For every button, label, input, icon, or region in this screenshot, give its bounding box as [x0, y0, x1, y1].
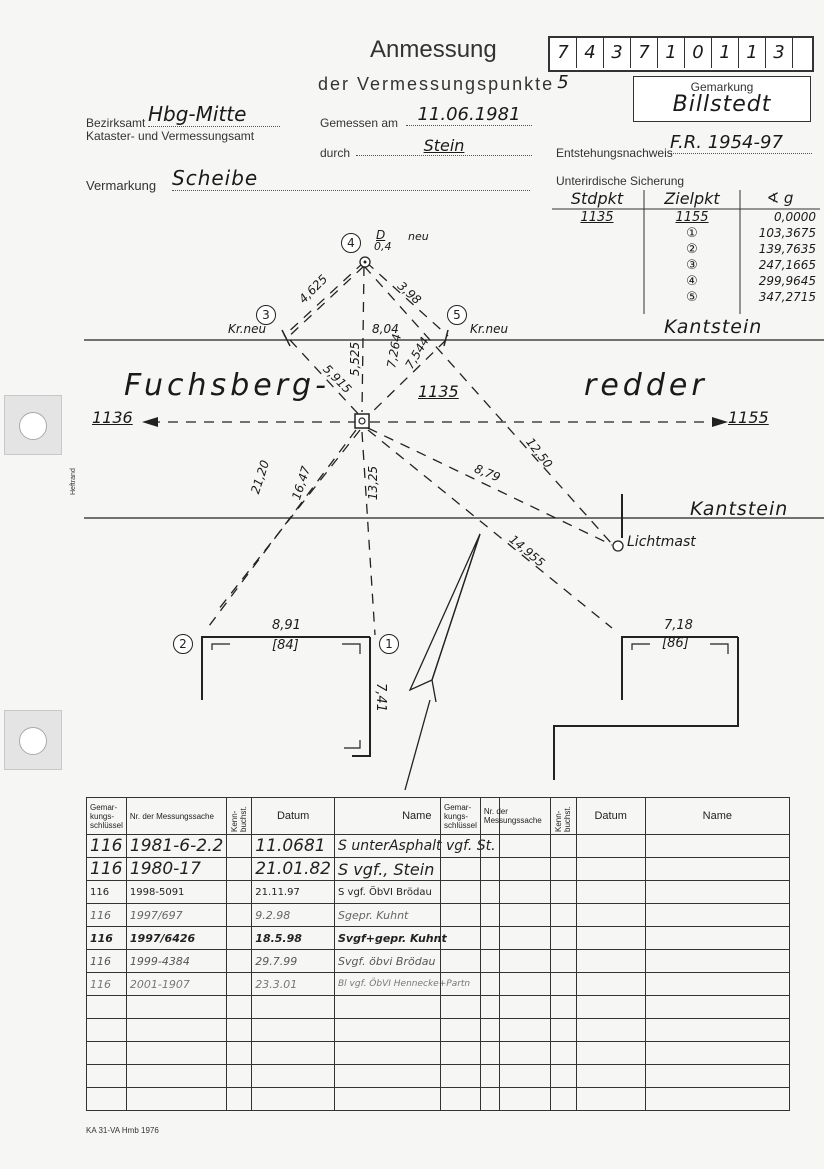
distance-label: 7,18 — [664, 618, 693, 633]
zielpkt-row: ① — [686, 226, 698, 241]
distance-label: [86] — [662, 636, 689, 651]
header-datum: Datum — [252, 798, 335, 835]
bezirksamt-label: Bezirksamt — [86, 116, 146, 130]
table-row-empty — [87, 1042, 500, 1065]
table-row: 116 1999-4384 29.7.99 Svgf. öbvi Brödau — [87, 950, 500, 973]
table-row-empty — [441, 996, 790, 1019]
table-row: 116 1981-6-2.2 11.0681 S unterAsphalt vgf. St. — [87, 835, 500, 858]
header-kenn: Kenn-buchst. — [227, 798, 252, 835]
point-5-marker: 5 — [447, 305, 467, 325]
lichtmast-label: Lichtmast — [627, 534, 696, 550]
col-angle: ∢ g — [766, 189, 794, 207]
distance-label: [84] — [272, 638, 299, 653]
kataster-label: Kataster- und Vermessungsamt — [86, 129, 255, 143]
durch-value: Stein — [356, 136, 532, 156]
distance-label: 7,41 — [372, 683, 388, 712]
form-footer: KA 31-VA Hmb 1976 — [86, 1126, 159, 1135]
table-row: 116 1997/6426 18.5.98 Svgf+gepr. Kuhnt — [87, 927, 500, 950]
zielpkt-row: ② — [686, 242, 698, 257]
table-row-empty — [441, 1019, 790, 1042]
distance-label: 12,50 — [523, 435, 556, 471]
kr-neu-left: Kr.neu — [228, 322, 267, 336]
kantstein-top: Kantstein — [664, 316, 763, 338]
gemessen-label: Gemessen am — [320, 116, 399, 130]
vermarkung-value: Scheibe — [172, 166, 530, 191]
point-2-marker: 2 — [173, 634, 193, 654]
sicherung-label: Unterirdische Sicherung — [556, 174, 685, 188]
zielpkt-row: ③ — [686, 258, 698, 273]
table-row: 116 1997/697 9.2.98 Sgepr. Kuhnt — [87, 904, 500, 927]
distance-label: 5,915 — [320, 361, 355, 397]
table-row-empty — [87, 1019, 500, 1042]
zielpkt-row: ⑤ — [686, 290, 698, 305]
gemarkung-label: Gemarkung — [690, 80, 754, 94]
kr-neu-right: Kr.neu — [470, 322, 509, 336]
street-name-left: Fuchsberg- — [124, 368, 330, 403]
distance-label: 3,98 — [394, 278, 424, 308]
point-4-label: D — [376, 228, 386, 242]
kantstein-bottom: Kantstein — [690, 498, 789, 520]
header-gemarkung: Gemar-kungs-schlüssel — [441, 798, 481, 835]
table-row-empty — [441, 1088, 790, 1111]
stdpkt-value: 1135 — [580, 210, 614, 225]
header-nr: Nr. der Messungssache — [126, 798, 226, 835]
distance-label: 7,264 — [384, 332, 405, 370]
table-row-empty — [87, 1065, 500, 1088]
table-row: 116 2001-1907 23.3.01 Bl vgf. ÖbVI Hennecke+Partn — [87, 973, 500, 996]
bezirksamt-value: Hbg-Mitte — [148, 102, 280, 127]
table-row: 116 1980-17 21.01.82 S vgf., Stein — [87, 858, 500, 881]
table-header — [441, 798, 790, 835]
distance-label: 21,20 — [248, 458, 273, 496]
point-4-neu: neu — [408, 230, 429, 243]
header-name: Name — [335, 798, 500, 835]
vermarkung-label: Vermarkung — [86, 178, 157, 193]
log-table-right — [440, 797, 790, 1111]
point-1-marker: 1 — [379, 634, 399, 654]
distance-label: 8,91 — [272, 618, 301, 633]
angle-row: 139,7635 — [758, 242, 816, 256]
distance-label: 7,544 — [402, 334, 432, 372]
point-4-sub: 0,4 — [374, 240, 392, 253]
angle-row: 247,1665 — [758, 258, 816, 272]
document-number: 7 4 3 7 1 0 1 1 35 — [548, 36, 814, 72]
header-nr: Nr. der Messungssache — [480, 798, 550, 835]
entstehung-label: Entstehungsnachweis — [556, 146, 673, 160]
header-gemarkung: Gemar-kungs-schlüssel — [87, 798, 127, 835]
table-row-empty — [87, 996, 500, 1019]
header-kenn: Kenn-buchst. — [550, 798, 576, 835]
table-row-empty — [441, 881, 790, 904]
angle-row: 299,9645 — [758, 274, 816, 288]
zielpkt-row: 1155 — [675, 210, 709, 225]
street-name-right: redder — [584, 368, 708, 403]
durch-label: durch — [320, 146, 351, 160]
distance-label: 8,04 — [372, 322, 399, 336]
gemarkung-value: Billstedt — [672, 92, 772, 117]
table-row-empty — [87, 1088, 500, 1111]
point-1155-label: 1155 — [728, 408, 769, 427]
point-1135-label: 1135 — [418, 382, 459, 401]
log-table-left — [86, 797, 500, 1111]
col-stdpkt: Stdpkt — [570, 189, 624, 208]
form-title: Anmessung — [370, 36, 497, 63]
entstehung-value: F.R. 1954-97 — [670, 132, 812, 154]
table-row-empty — [441, 904, 790, 927]
table-row-empty — [441, 973, 790, 996]
distance-label: 5,525 — [348, 341, 363, 377]
table-row: 116 1998-5091 21.11.97 S vgf. ÖbVI Brödau — [87, 881, 500, 904]
point-1136-label: 1136 — [92, 408, 133, 427]
table-row-empty — [441, 927, 790, 950]
table-row-empty — [441, 1042, 790, 1065]
gemessen-value: 11.06.1981 — [406, 104, 532, 126]
distance-label: 8,79 — [472, 461, 503, 485]
header-name: Name — [645, 798, 789, 835]
col-zielpkt: Zielpkt — [664, 189, 720, 208]
point-4-marker: 4 — [341, 233, 361, 253]
distance-label: 14,955 — [506, 532, 548, 570]
distance-label: 4,625 — [296, 271, 331, 307]
angle-row: 0,0000 — [774, 210, 816, 224]
heftrand-label: Heftrand — [70, 468, 77, 495]
point-3-marker: 3 — [256, 305, 276, 325]
distance-label: 13,25 — [366, 465, 381, 501]
table-row-empty — [441, 1065, 790, 1088]
form-subtitle: der Vermessungspunkte — [318, 74, 555, 94]
angle-row: 347,2715 — [758, 290, 816, 304]
angle-row: 103,3675 — [758, 226, 816, 240]
table-row-empty — [441, 950, 790, 973]
table-row-empty — [441, 858, 790, 881]
table-header — [87, 798, 500, 835]
distance-label: 16,47 — [289, 464, 314, 502]
table-row-empty — [441, 835, 790, 858]
zielpkt-row: ④ — [686, 274, 698, 289]
header-datum: Datum — [576, 798, 645, 835]
